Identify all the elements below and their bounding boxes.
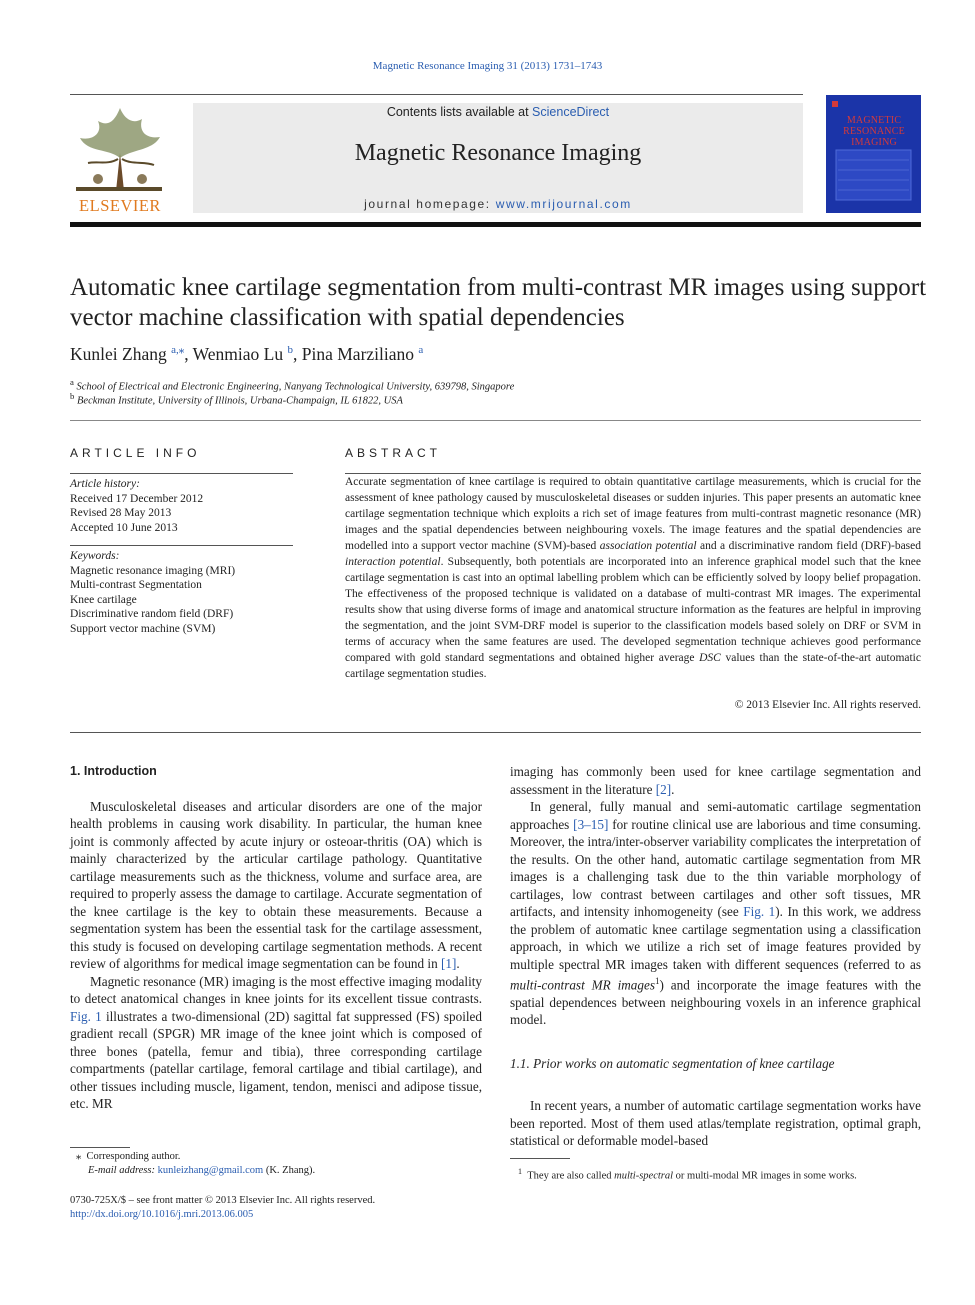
paragraph (510, 798, 921, 1029)
corresponding-text: Corresponding author. (86, 1151, 181, 1162)
revised-date: Revised 28 May 2013 (70, 507, 172, 519)
doi-url[interactable]: http://dx.doi.org/10.1016/j.mri.2013.06.005 (70, 1209, 254, 1220)
footnote-1 (518, 1165, 918, 1184)
corresponding-footnote (76, 1150, 496, 1178)
keyword: Multi-contrast Segmentation (70, 579, 202, 591)
text-span: In general, fully manual and semi-automatic cartilage segmentation approaches (510, 799, 921, 832)
text-span: imaging has commonly been used for knee cartilage segmentation and assessment in the literature (510, 764, 921, 797)
section-heading: 1. Introduction (70, 764, 157, 778)
subsection-heading: 1.1. Prior works on automatic segmentation of knee cartilage (510, 1055, 835, 1071)
text-span: ). In this work, we address the problem of automatic knee cartilage segmentation using a classification approach, in which we utilize a rich set of image features provided by multiple spectral MR images taken with different sequences (referred to as (510, 904, 922, 972)
text-span: for routine clinical use are laborious and time consuming. Moreover, the intra/inter-observer variability complicates the interpretation of the results. On the other hand, automatic cartilage segmentation from MR images is a challenging task due to the thin variable morphology of cartilages, low contrast between cartilages and other soft tissues, MR artifacts, and intensity inhomogeneity (see (510, 816, 921, 919)
cover-title-text: MAGNETIC RESONANCE IMAGING (843, 115, 905, 148)
header-thick-rule (70, 222, 921, 227)
author-name: Kunlei Zhang (70, 343, 167, 364)
received-date: Received 17 December 2012 (70, 492, 204, 505)
issn-line: 0730-725X/$ – see front matter © 2013 Elsevier Inc. All rights reserved. (70, 1195, 376, 1206)
figure-link[interactable]: Fig. 1 (743, 904, 776, 919)
paragraph: Musculoskeletal diseases and articular disorders are one of the major health problems in causing work disability. In particular, the human knee joint is commonly affected by acute injury or osteoar-thritis (OA) which is mainly characterized by the articular cartilage pathology. Quantitative cartilage measurements such as the thickness, volume and surface area, are required to properly assess the damage to cartilage. Accurate segmentation of the knee cartilage is the key to obtain these measurements. Because a segmentation system has been the essential task for the cartilage assessment, this study is focused on developing cartilage segmentation methods. A recent review of algorithms for medical image segmentation can be found in [1]. (70, 798, 482, 971)
abstract-span: values than the state-of-the-art automatic cartilage segmentation studies. (345, 652, 921, 680)
info-rule (70, 545, 293, 546)
journal-citation[interactable]: Magnetic Resonance Imaging 31 (2013) 1731–1743 (372, 60, 603, 72)
history-label: Article history: (70, 478, 140, 490)
text-span: ) and incorporate the image features with the spatial dependences between neighbouring voxels in an inference graphical model. (510, 977, 921, 1028)
keyword: Magnetic resonance imaging (MRI) (70, 564, 236, 577)
affiliation-text: Beckman Institute, University of Illinois, Urbana-Champaign, IL 61822, USA (77, 395, 403, 407)
journal-homepage (193, 197, 803, 211)
reference-link[interactable]: [2] (655, 781, 672, 797)
abstract-span: . Subsequently, both potentials are incorporated into an inference graphical model such that the knee cartilage segmentation is cast into an optimal labelling problem which can be efficiently solved by loopy belief propagation. The effectiveness of the proposed technique is validated on a database of multi-contrast MR images. The experimental results show that using diverse forms of image and anatomical structure information as the features are helpful in improving the segmentation, and the joint SVM-DRF model is superior to the classification models based solely on DRF or SVM in terms of accuracy when the same features are used. The developed segmentation technique achieves good performance compared with gold standard segmentations and obtained higher average (345, 556, 921, 664)
affiliation-mark: b (70, 391, 75, 401)
info-rule (70, 473, 293, 474)
footnote-mark: 1 (518, 1167, 522, 1176)
text-span: Musculoskeletal diseases and articular disorders are one of the major health problems in causing work disability. In particular, the human knee joint is commonly affected by acute injury or osteoar-thritis (OA) which is mainly characterized by the articular cartilage pathology. Quantitative cartilage measurements such as the thickness, volume and surface area, are required to properly assess the damage to cartilage. Accurate segmentation of the knee cartilage is the key to obtain these measurements. Because a segmentation system has been the essential task for the cartilage assessment, this study is focused on developing cartilage segmentation methods. A recent review of algorithms for medical image segmentation can be found in (70, 798, 482, 971)
reference-link[interactable]: [3–15] (573, 816, 609, 832)
email-line (76, 1164, 496, 1178)
abstract-heading: ABSTRACT (345, 446, 442, 460)
contents-prefix: Contents lists available at (386, 105, 533, 119)
author-list: Kunlei Zhang $^{a,⁎}$, Wenmiao Lu $^b$, Pina Marziliano $^a$ (70, 343, 424, 364)
paragraph: imaging has commonly been used for knee cartilage segmentation and assessment in the literature [2]. (510, 764, 921, 797)
footnote-mark[interactable]: 1 (654, 976, 660, 986)
abstract-text (345, 474, 921, 682)
figure-link[interactable]: Fig. 1 (70, 1008, 102, 1024)
keywords-block (70, 549, 300, 636)
abstract-span: Accurate segmentation of knee cartilage is required to obtain quantitative cartilage measurements, which is crucial for the assessment of knee pathology caused by musculoskeletal diseases or sudden injuries. This paper presents an automatic knee cartilage segmentation technique which exploits a rich set of image features from multi-contrast magnetic resonance (MR) images and the spatial dependencies between neighbouring voxels. The image features and the spatial dependencies are modelled into a support vector machine (SVM)-based (345, 476, 921, 552)
body-left-column (70, 763, 482, 1113)
author-name: Wenmiao Lu (192, 343, 284, 364)
header-rule (70, 94, 803, 95)
body-right-column (510, 763, 921, 1150)
footnote-em: multi-spectral (614, 1170, 674, 1182)
publisher-name: ELSEVIER (79, 196, 161, 215)
paragraph (70, 973, 482, 1113)
homepage-link[interactable]: www.mrijournal.com (495, 197, 632, 211)
text-em: multi-contrast MR images (510, 977, 655, 993)
text-span: illustrates a two-dimensional (2D) sagittal fat suppressed (FS) spoiled gradient recall (SPGR) MR image of the knee joint which is composed of three bones (patella, femur and tibia), three corresponding cartilage compartments (patellar cartilage, femoral cartilage and tibial cartilage), and other tissues including muscle, ligament, tendon, menisci and adipose tissue, etc. MR (70, 1008, 483, 1111)
keyword: Knee cartilage (70, 593, 137, 606)
footnote-text: or multi-modal MR images in some works. (673, 1170, 857, 1182)
email-label: E-mail address: (88, 1165, 158, 1176)
author-name: Pina Marziliano (301, 343, 415, 364)
paragraph: In recent years, a number of automatic cartilage segmentation works have been reported. Most of them used atlas/template registration, optimal graph, statistical or deformable model-based (510, 1098, 921, 1149)
article-history (70, 477, 300, 535)
keywords-label: Keywords: (70, 550, 120, 562)
abstract-span: and a discriminative random field (DRF)-based (696, 540, 921, 552)
author-affiliation-mark[interactable]: a (418, 344, 424, 356)
section-rule (70, 732, 921, 733)
journal-title: Magnetic Resonance Imaging (354, 140, 642, 166)
doi-link (70, 1208, 570, 1222)
affiliation (70, 391, 930, 407)
contents-line (193, 105, 803, 119)
article-title: Automatic knee cartilage segmentation from multi-contrast MR images using support vector machine classification with spatial dependencies (70, 274, 927, 331)
email-link[interactable]: kunleizhang@gmail.com (157, 1165, 264, 1176)
text-span: Magnetic resonance (MR) imaging is the most effective imaging modality to detect anatomical changes in knee joints for its excellent tissue contrasts. (70, 973, 482, 1006)
journal-cover-image (826, 95, 921, 213)
section-rule (70, 420, 921, 421)
article-info-heading: ARTICLE INFO (70, 446, 201, 460)
corresponding-line: ⁎ Corresponding author. (76, 1151, 181, 1162)
keyword: Support vector machine (SVM) (70, 622, 216, 635)
footnote-rule (70, 1147, 130, 1148)
affiliation-mark: a (70, 377, 74, 387)
author-affiliation-mark[interactable]: a,⁎ (171, 344, 185, 356)
homepage-prefix: journal homepage: (364, 197, 496, 211)
abstract-em: association potential (599, 540, 697, 552)
sciencedirect-link[interactable]: ScienceDirect (532, 105, 610, 119)
email-suffix: (K. Zhang). (263, 1165, 316, 1176)
footnote-rule (510, 1158, 570, 1159)
author-affiliation-mark[interactable]: b (287, 344, 293, 356)
abstract-em: DSC (699, 652, 721, 664)
abstract-em: interaction potential (345, 556, 441, 568)
affiliation-text: School of Electrical and Electronic Engineering, Nanyang Technological University, 639798, Singapore (76, 381, 515, 393)
accepted-date: Accepted 10 June 2013 (70, 521, 178, 534)
footnote-text: They are also called (527, 1170, 615, 1182)
keyword: Discriminative random field (DRF) (70, 608, 234, 620)
reference-link[interactable]: [1] (440, 956, 457, 971)
copyright-notice: © 2013 Elsevier Inc. All rights reserved. (734, 699, 921, 711)
